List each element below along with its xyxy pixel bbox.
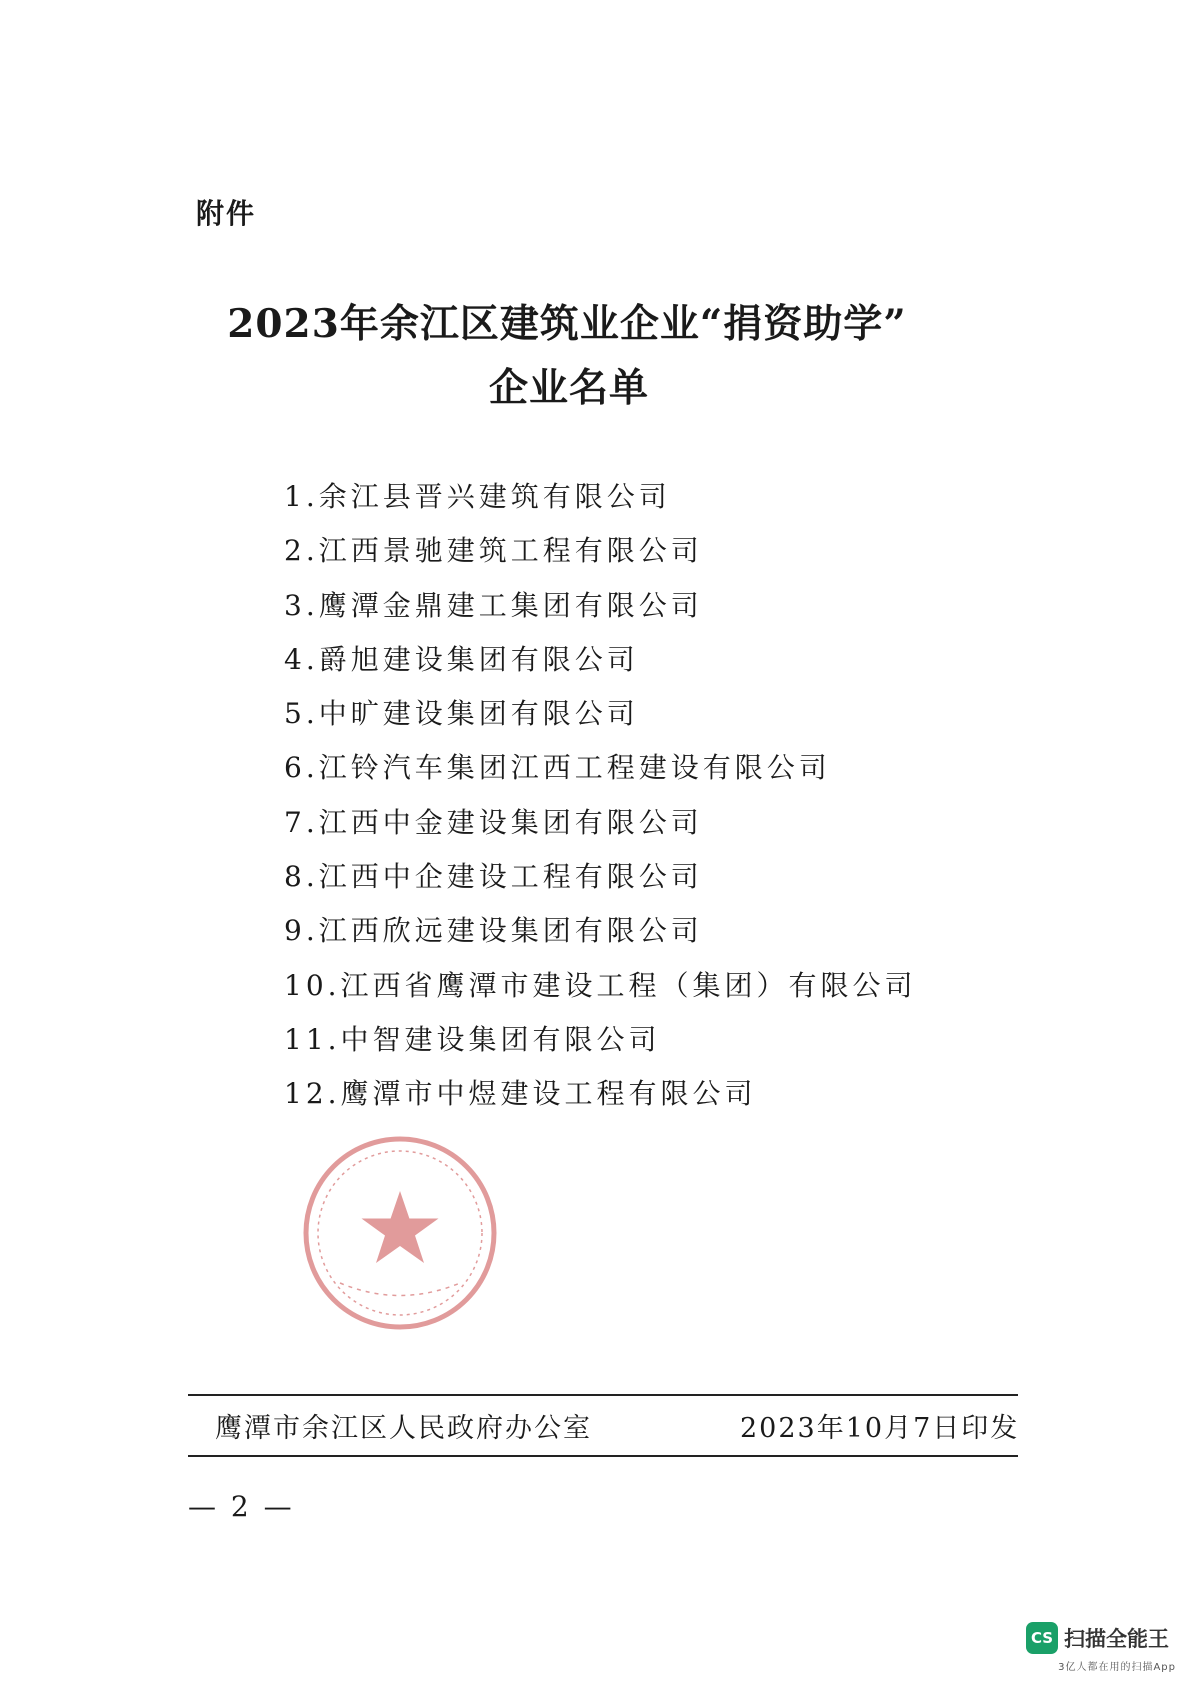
company-item: 2.江西景驰建筑工程有限公司 bbox=[284, 534, 703, 568]
company-item: 10.江西省鹰潭市建设工程（集团）有限公司 bbox=[284, 968, 917, 1002]
company-list bbox=[284, 470, 917, 1122]
watermark-header bbox=[1026, 1622, 1176, 1654]
company-item: 1.余江县晋兴建筑有限公司 bbox=[284, 480, 671, 513]
company-item: 6.江铃汽车集团江西工程建设有限公司 bbox=[284, 751, 831, 785]
camscanner-logo-icon: CS bbox=[1026, 1622, 1058, 1654]
company-item: 11.中智建设集团有限公司 bbox=[284, 1022, 661, 1056]
document-title-line1: 2023年余江区建筑业企业“捐资助学” bbox=[227, 301, 907, 347]
official-seal bbox=[300, 1133, 500, 1333]
company-item: 4.爵旭建设集团有限公司 bbox=[284, 642, 639, 676]
watermark-app-name: 扫描全能王 bbox=[1064, 1627, 1169, 1651]
company-item: 7.江西中金建设集团有限公司 bbox=[284, 805, 703, 839]
footer-issuer: 鹰潭市余江区人民政府办公室 bbox=[215, 1413, 592, 1444]
document-title-line2: 企业名单 bbox=[488, 365, 649, 411]
company-item: 3.鹰潭金鼎建工集团有限公司 bbox=[284, 588, 703, 622]
company-item: 9.江西欣远建设集团有限公司 bbox=[284, 914, 703, 948]
footer-rule-bottom bbox=[188, 1455, 1018, 1457]
footer-date: 2023年10月7日印发 bbox=[740, 1413, 1020, 1444]
company-item: 8.江西中企建设工程有限公司 bbox=[284, 860, 703, 894]
watermark-tagline: 3亿人都在用的扫描App bbox=[1058, 1662, 1176, 1673]
footer-rule-top bbox=[188, 1394, 1018, 1396]
star-icon bbox=[362, 1191, 439, 1263]
scanner-watermark bbox=[1026, 1622, 1176, 1673]
page-number: — 2 — bbox=[188, 1490, 295, 1523]
company-item: 12.鹰潭市中煜建设工程有限公司 bbox=[284, 1077, 757, 1111]
company-item: 5.中旷建设集团有限公司 bbox=[284, 697, 639, 731]
attachment-label: 附件 bbox=[196, 197, 257, 230]
